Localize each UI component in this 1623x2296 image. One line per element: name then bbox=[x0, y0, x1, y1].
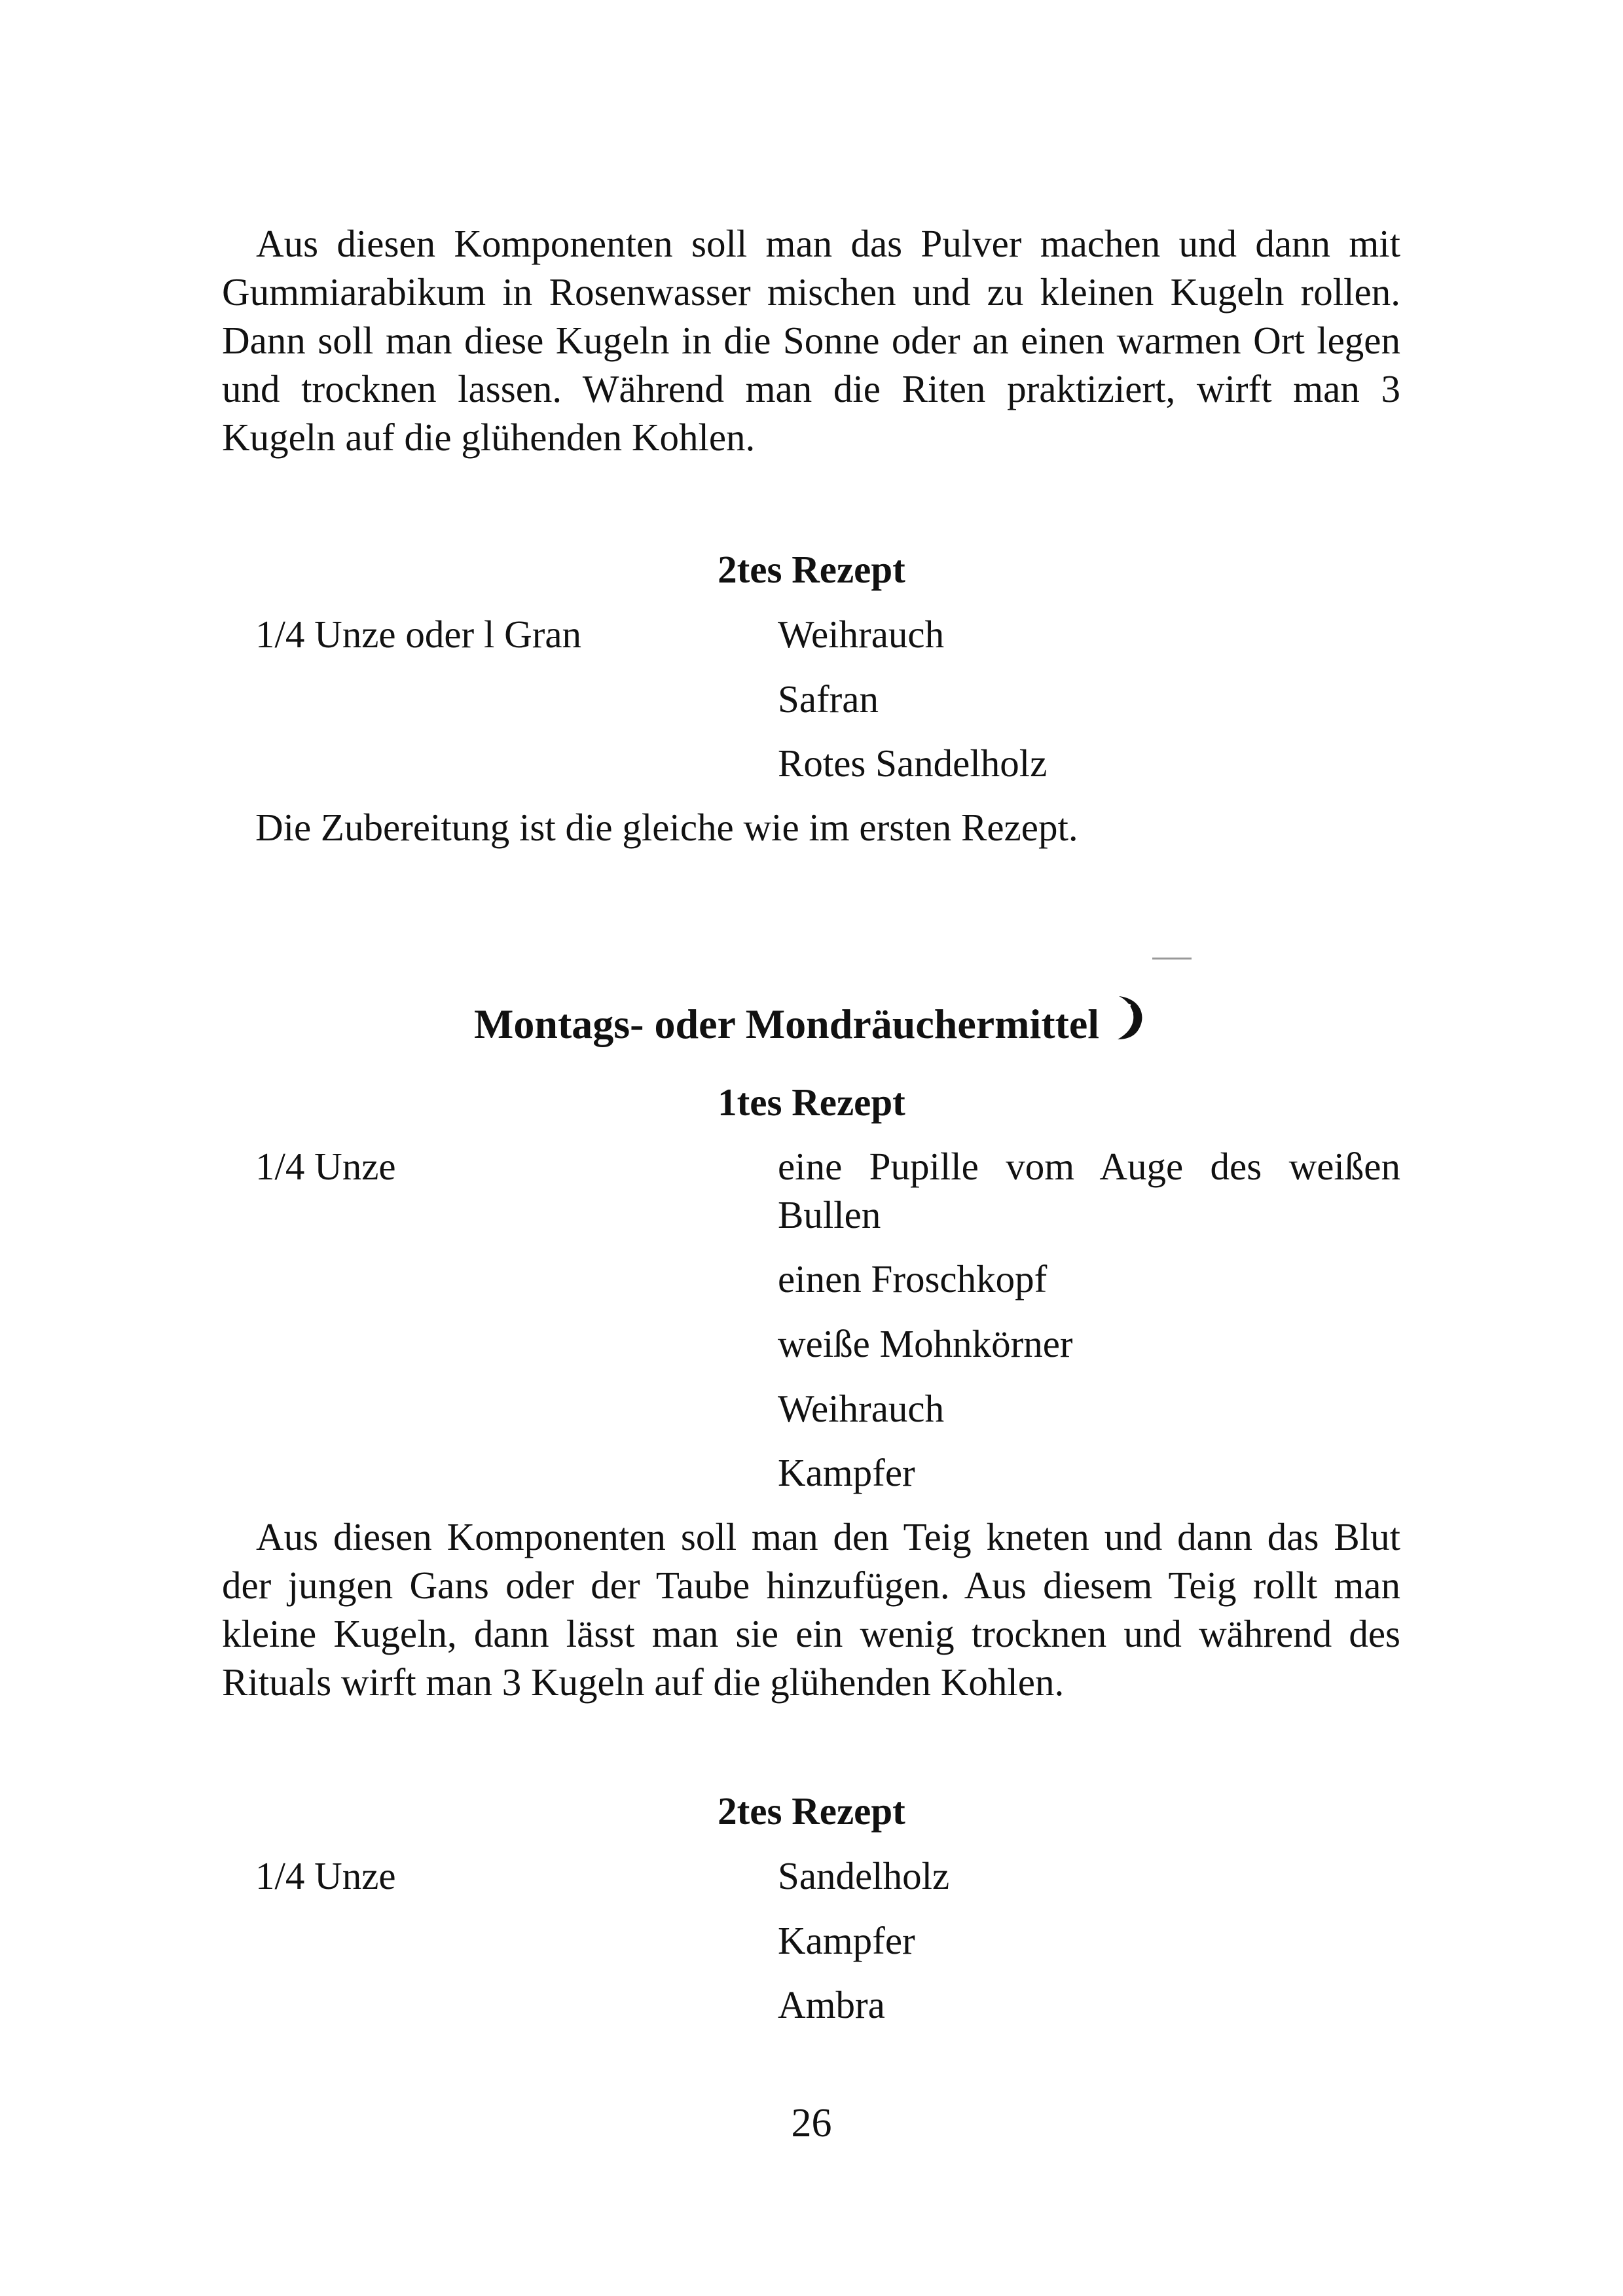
recipe-heading: 1tes Rezept bbox=[718, 1081, 905, 1124]
ingredient-item: Kampfer bbox=[778, 1451, 915, 1494]
preparation-paragraph: Aus diesen Komponenten soll man den Teig kneten und dann das Blut der jungen Gans oder der Taube hinzufügen. Aus diesem Teig rollt man kleine Kugeln, dann lässt man sie ein wenig trocknen und während des Rituals wirft man 3 Kugeln auf die glühenden Kohlen. bbox=[222, 1515, 1400, 1704]
ingredient-item: eine Pupille vom Auge des weißen Bullen bbox=[778, 1145, 1400, 1236]
ingredient-item: Safran bbox=[778, 677, 879, 721]
ingredient-item: Kampfer bbox=[778, 1919, 915, 1962]
recipe-quantity: 1/4 Unze bbox=[255, 1854, 396, 1897]
recipe-heading: 2tes Rezept bbox=[718, 1789, 905, 1833]
ingredient-item: Ambra bbox=[778, 1983, 885, 2026]
recipe-heading: 2tes Rezept bbox=[718, 548, 905, 591]
section-title-text: Montags- oder Mondräuchermittel bbox=[473, 1001, 1100, 1047]
preparation-note: Die Zubereitung ist die gleiche wie im ersten Rezept. bbox=[255, 806, 1078, 849]
crescent-moon-icon bbox=[1115, 995, 1149, 1041]
ingredient-item: Weihrauch bbox=[778, 1387, 945, 1430]
intro-paragraph: Aus diesen Komponenten soll man das Pulver machen und dann mit Gummiarabikum in Rosenwasser mischen und zu kleinen Kugeln rollen. Dann soll man diese Kugeln in die Sonne oder an einen warmen Ort legen und trocknen lassen. Während man die Riten praktiziert, wirft man 3 Kugeln auf die glühenden Kohlen. bbox=[222, 222, 1400, 459]
symbol-rule bbox=[1152, 958, 1192, 960]
ingredient-item: Weihrauch bbox=[778, 613, 945, 656]
recipe-quantity: 1/4 Unze bbox=[255, 1145, 396, 1188]
page-number: 26 bbox=[791, 2101, 832, 2145]
ingredient-item: Sandelholz bbox=[778, 1854, 950, 1897]
section-title bbox=[0, 995, 1623, 1050]
ingredient-item: einen Froschkopf bbox=[778, 1257, 1048, 1300]
ingredient-item: Rotes Sandelholz bbox=[778, 742, 1048, 785]
ingredient-item: weiße Mohnkörner bbox=[778, 1322, 1073, 1365]
recipe-quantity: 1/4 Unze oder l Gran bbox=[255, 613, 582, 656]
